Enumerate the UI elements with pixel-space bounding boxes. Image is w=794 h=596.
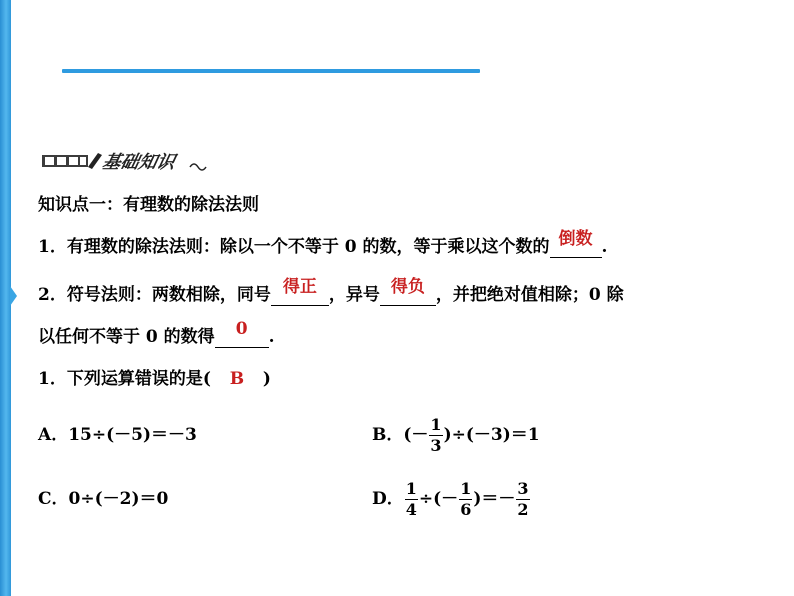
option-d-eq: )＝－ [473, 489, 516, 509]
section-badge [40, 147, 220, 173]
books-icon [42, 153, 102, 169]
rule-2-line-2 [38, 319, 275, 348]
option-d-mid: ÷(－ [418, 489, 459, 509]
option-b-post: )÷(－3)＝1 [443, 425, 540, 445]
option-d-fraction-2 [459, 478, 472, 519]
question-stem-close: ) [262, 369, 271, 389]
option-d-label: D． [372, 489, 404, 509]
rule-2-blank-3 [215, 319, 269, 348]
rule-1-text: 1．有理数的除法法则：除以一个不等于 0 的数，等于乘以这个数的 [38, 237, 550, 257]
rule-1-blank [550, 229, 602, 258]
fraction-numerator: 3 [517, 478, 529, 498]
rule-2-text-4: 以任何不等于 0 的数得 [38, 327, 215, 347]
option-c [38, 488, 168, 510]
option-c-text: 0÷(－2)＝0 [68, 489, 169, 509]
fraction-denominator: 2 [517, 499, 529, 519]
left-bar-notch [10, 286, 17, 306]
fraction-numerator: 1 [405, 478, 417, 498]
rule-2-text-1: 2．符号法则：两数相除，同号 [38, 285, 271, 305]
option-a-label: A． [38, 425, 69, 445]
fraction-denominator: 4 [405, 499, 417, 519]
rule-2-line-1 [38, 277, 624, 306]
fraction-denominator: 6 [460, 499, 472, 519]
option-a-text: 15÷(－5)＝－3 [68, 425, 197, 445]
rule-2-text-2: ，异号 [328, 285, 380, 305]
question-answer: B [229, 369, 245, 389]
rule-2-blank-1 [271, 277, 329, 306]
fraction-numerator: 1 [430, 414, 442, 434]
knowledge-heading: 知识点一：有理数的除法法则 [38, 195, 259, 215]
rule-2-text-3: ，并把绝对值相除；0 除 [435, 285, 624, 305]
rule-2-answer-2: 得负 [390, 277, 425, 297]
option-b [372, 410, 540, 460]
rule-2-answer-1: 得正 [282, 277, 317, 297]
option-b-label: B． [372, 425, 404, 445]
option-d [372, 474, 531, 524]
rule-1-suffix: . [601, 237, 608, 257]
rule-2-answer-3: 0 [235, 319, 248, 339]
title-underline-rule [62, 69, 480, 73]
question-stem-text: 1．下列运算错误的是( [38, 369, 211, 389]
option-c-label: C． [38, 489, 69, 509]
option-b-fraction [429, 414, 442, 455]
rule-1 [38, 229, 608, 258]
rule-2-text-5: . [268, 327, 275, 347]
option-d-fraction-1 [405, 478, 418, 519]
rule-1-answer: 倒数 [558, 229, 593, 249]
option-d-fraction-3 [516, 478, 529, 519]
question-stem [38, 368, 271, 390]
section-badge-label: 基础知识 [100, 152, 177, 173]
option-b-pre: (－ [403, 425, 429, 445]
fraction-numerator: 1 [460, 478, 472, 498]
option-a [38, 424, 197, 446]
rule-2-blank-2 [380, 277, 436, 306]
fraction-denominator: 3 [430, 435, 442, 455]
